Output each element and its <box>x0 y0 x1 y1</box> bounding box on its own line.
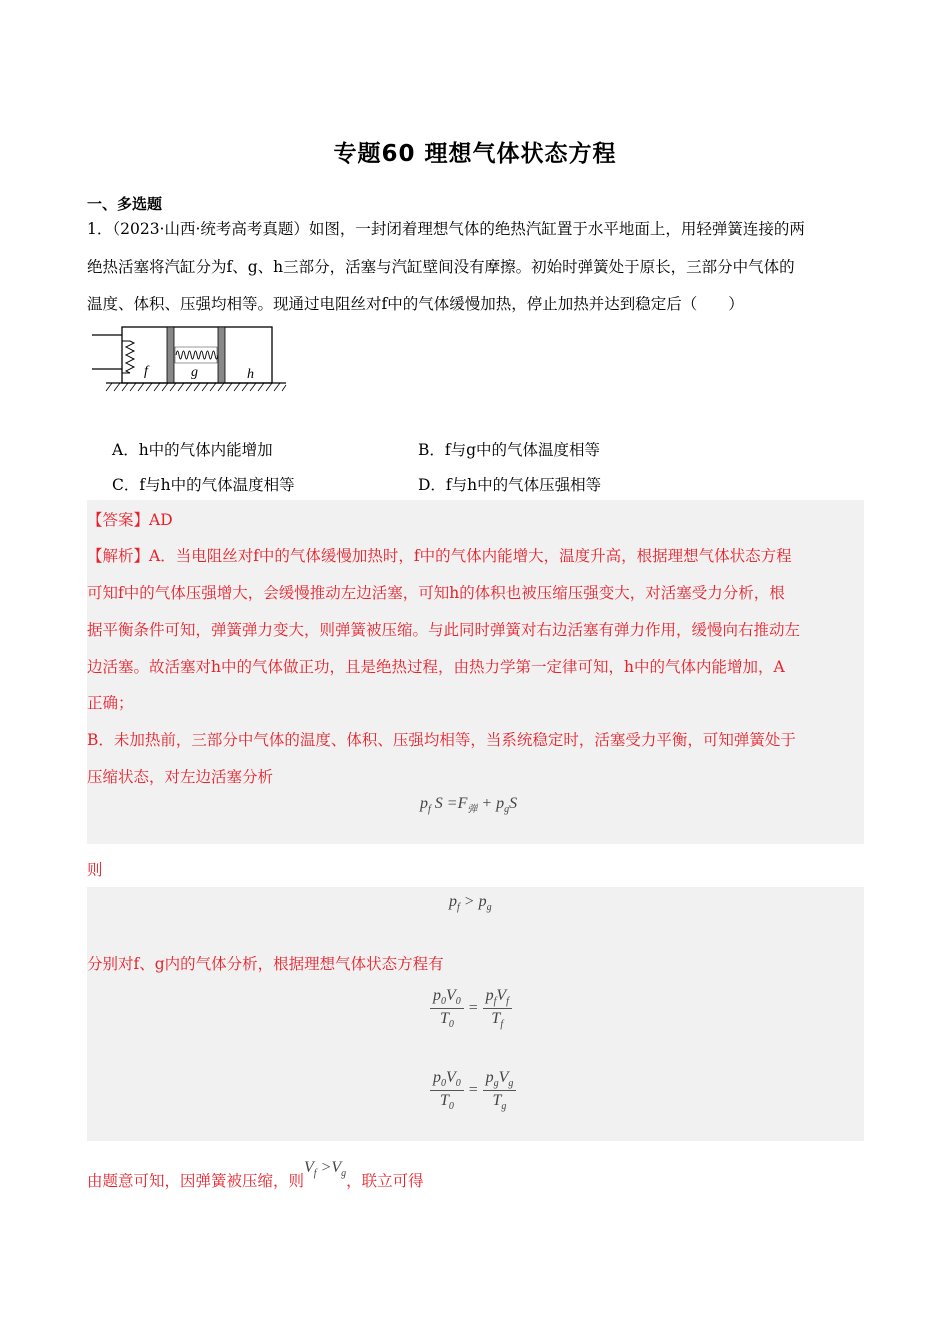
analysis-line-4: 边活塞。故活塞对h中的气体做正功，且是绝热过程，由热力学第一定律可知，h中的气体内能增加，A <box>87 658 785 676</box>
analysis-line-2: 可知f中的气体压强增大，会缓慢推动左边活塞，可知h的体积也被压缩压强变大，对活塞受力分析，根 <box>87 584 785 602</box>
analysis-line-9b: ，联立可得 <box>346 1172 424 1190</box>
analysis-line-9a: 由题意可知，因弹簧被压缩，则 <box>87 1172 305 1190</box>
label-g: g <box>191 365 198 380</box>
question-line-3: 温度、体积、压强均相等。现通过电阻丝对f中的气体缓慢加热，停止加热并达到稳定后（ ） <box>87 295 744 313</box>
then-text: 则 <box>87 861 103 879</box>
spring <box>175 347 218 363</box>
page-title: 专题60 理想气体状态方程 <box>333 141 617 167</box>
option-d: D．f与h中的气体压强相等 <box>418 476 602 494</box>
formula-volume-compare: $V_f >V_g$ <box>304 1159 347 1180</box>
formula-force-balance: $p_f$ $S =F_弹 + p_gS$ <box>420 795 518 816</box>
section-heading: 一、多选题 <box>87 195 163 213</box>
answer-line: 【答案】AD <box>87 511 173 529</box>
formula-pressure-compare: $p_f > p_g$ <box>449 893 492 914</box>
analysis-line-7: 压缩状态，对左边活塞分析 <box>87 768 274 786</box>
right-piston <box>218 327 225 383</box>
question-line-2: 绝热活塞将汽缸分为f、g、h三部分，活塞与汽缸壁间没有摩擦。初始时弹簧处于原长，三部分中气体的 <box>87 258 795 276</box>
ground-hatch <box>106 383 286 391</box>
analysis-line-6: B．未加热前，三部分中气体的温度、体积、压强均相等，当系统稳定时，活塞受力平衡，可知弹簧处于 <box>87 731 796 749</box>
analysis-line-5: 正确； <box>87 694 134 712</box>
heating-coil <box>122 341 134 373</box>
question-line-1: 1．（2023·山西·统考高考真题）如图，一封闭着理想气体的绝热汽缸置于水平地面上，用轻弹簧连接的两 <box>87 220 805 238</box>
option-c: C．f与h中的气体温度相等 <box>112 476 295 494</box>
formula-state-f: $\frac{p_0V_0}{T_0}$ = $\frac{p_fV_f}{T_f}$ <box>430 987 512 1030</box>
label-h: h <box>247 367 254 382</box>
label-f: f <box>144 364 148 379</box>
analysis-line-8: 分别对f、g内的气体分析，根据理想气体状态方程有 <box>87 955 444 973</box>
option-a: A．h中的气体内能增加 <box>112 441 273 459</box>
cylinder-figure <box>90 323 290 397</box>
analysis-line-3: 据平衡条件可知，弹簧弹力变大，则弹簧被压缩。与此同时弹簧对右边活塞有弹力作用，缓慢向右推动左 <box>87 621 801 639</box>
formula-state-g: $\frac{p_0V_0}{T_0}$ = $\frac{p_gV_g}{T_g}$ <box>430 1069 516 1112</box>
left-piston <box>167 327 174 383</box>
analysis-line-1: 【解析】A．当电阻丝对f中的气体缓慢加热时，f中的气体内能增大，温度升高，根据理想气体状态方程 <box>87 547 792 565</box>
option-b: B．f与g中的气体温度相等 <box>418 441 601 459</box>
analysis-line-9 <box>87 1159 424 1193</box>
